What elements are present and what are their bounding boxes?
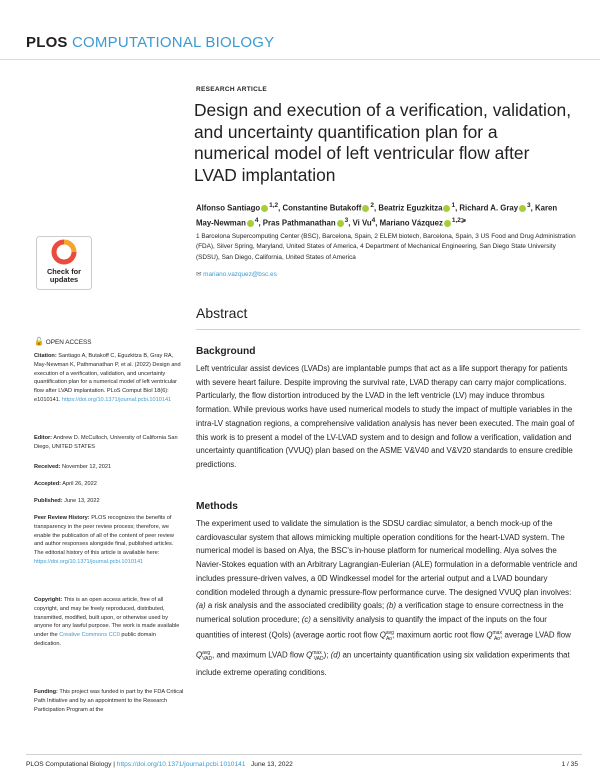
author-name[interactable]: Alfonso Santiago [196, 203, 261, 213]
peer-review-text: PLOS recognizes the benefits of transparency in the peer review process; therefore, we enable the publication of all of the content of peer review and author responses alongside final, published articles. The editorial history of this article is available here: [34, 515, 174, 557]
cc0-link[interactable]: Creative Commons CC0 [59, 632, 120, 639]
author-affil: 1,2⩾ [451, 217, 467, 225]
author-affil: 3 [527, 202, 531, 209]
published-text: June 13, 2022 [62, 498, 100, 504]
qoi-sub: VAD [202, 655, 213, 662]
orcid-icon[interactable] [444, 220, 451, 227]
orcid-icon[interactable] [443, 205, 450, 212]
methods-paragraph [196, 517, 580, 680]
qoi-symbol: Q [196, 650, 203, 660]
author-name[interactable]: Pras Pathmanathan [262, 218, 336, 228]
qoi-sub: Ao [493, 635, 501, 642]
header-divider [0, 59, 600, 60]
qoi-sub: Ao [385, 635, 393, 642]
qoi-sup: max [312, 649, 322, 656]
citation-label: Citation: [34, 353, 57, 359]
funding-text: This project was funded in part by the FDA Critical Path Initiative and by an appointment to the Research Participation Program at the [34, 689, 184, 713]
methods-text: a sensitivity analysis to quantify the impact of the inputs on the four quantities of interest (QoIs) (average aortic root flow [196, 614, 547, 640]
received-text: November 12, 2021 [60, 464, 112, 470]
email-link[interactable]: mariano.vazquez@bsc.es [203, 271, 277, 278]
footer-date: June 13, 2022 [250, 761, 293, 768]
author-affil: 1 [451, 202, 456, 209]
abstract-divider [196, 329, 580, 330]
page-footer [26, 761, 293, 768]
copyright-text: This is an open access article, free of all copyright, and may be freely reproduced, distributed, transmitted, modified, built upon, or otherwise used by anyone for any lawful purpose. The work is made available under the [34, 597, 180, 639]
methods-text: a risk analysis and the associated credibility goals; [205, 601, 387, 611]
accepted-label: Accepted: [34, 481, 62, 487]
footer-divider [26, 754, 582, 755]
received-block [34, 463, 184, 472]
article-title: Design and execution of a verification, validation, and uncertainty quantification plan for a numerical model of left ventricular flow after LVAD implantation [194, 100, 572, 185]
list-tag: (c) [301, 614, 311, 624]
author-list: Alfonso Santiago $^{1,2}$, Constantine Butakoff $^2$, Beatriz Eguzkitza $^1$, Richard A. Gray $^3$, Karen May-Newman $^4$, Pras Pathmanathan $^3$, Vi Vu$^4$, Mariano Vázquez $^{1,2⩾}$ [196, 202, 558, 228]
copyright-label: Copyright: [34, 597, 63, 603]
orcid-icon[interactable] [519, 205, 526, 212]
funding-label: Funding: [34, 689, 58, 695]
open-lock-icon: 🔓 [34, 337, 44, 346]
footer-journal: PLOS Computational Biology [26, 761, 112, 768]
qoi-sub: VAD [313, 655, 324, 662]
editor-block [34, 434, 184, 452]
footer-doi-link[interactable]: https://doi.org/10.1371/journal.pcbi.1010141 [116, 761, 246, 768]
background-heading: Background [196, 346, 256, 357]
qoi-sup: avg [385, 629, 394, 636]
citation-doi-link[interactable]: https://doi.org/10.1371/journal.pcbi.1010141 [62, 396, 172, 403]
received-label: Received: [34, 464, 61, 470]
author-name[interactable]: Karen May-Newman [196, 203, 558, 228]
author-name[interactable]: Vi Vu [352, 218, 372, 228]
peer-review-doi-link[interactable]: https://doi.org/10.1371/journal.pcbi.1010141 [34, 558, 144, 565]
qoi-symbol: Q [306, 650, 313, 660]
page-number: 1 / 35 [561, 761, 578, 768]
peer-review-label: Peer Review History: [34, 515, 90, 521]
author-affil: 4 [254, 217, 259, 225]
abstract-heading: Abstract [196, 305, 248, 321]
methods-text: The experiment used to validate the simulation is the SDSU cardiac simulator, a bench mock-up of the cardiovascular system that allows mimicking multiple operation conditions for the heart-LVAD system. The numerical model is based on Alya, the BSC's in-house platform for numerical modelling. Alya solves the Navier-Stokes equation with an Arbitrary Lagrangian-Eulerian (ALE) formulation in a deformable ventricle and includes pressure-driven valves, a 0D Windkessel model for the arterial output and a LVAD boundary condition modeled through a dynamic pressure-flow performance curve. The designed VVUQ plan involves: [196, 519, 578, 597]
list-tag: (a) [196, 601, 206, 611]
author-name[interactable]: Mariano Vázquez [379, 218, 443, 228]
author-name[interactable]: Constantine Butakoff [282, 203, 362, 213]
orcid-icon[interactable] [247, 220, 254, 227]
peer-review-block [34, 514, 184, 567]
envelope-icon: ✉ [196, 271, 204, 278]
open-access-badge [34, 337, 92, 346]
methods-text: a verification stage to ensure correctness in the numerical solution procedure; [196, 601, 564, 624]
qoi-symbol: Q [379, 630, 386, 640]
open-access-label: OPEN ACCESS [45, 339, 92, 346]
list-tag: (d) [330, 650, 341, 660]
methods-text: , and maximum LVAD flow [212, 650, 307, 660]
editor-label: Editor: [34, 435, 53, 441]
check-for-updates-label[interactable]: Check for updates [46, 267, 82, 285]
article-type: RESEARCH ARTICLE [196, 86, 268, 93]
plos-logo-text: PLOS [26, 34, 68, 51]
methods-text: an uncertainty quantification using six validation experiments that include extreme operating conditions. [196, 650, 570, 678]
journal-name: COMPUTATIONAL BIOLOGY [72, 34, 275, 51]
accepted-text: April 26, 2022 [61, 481, 97, 487]
list-tag: (b) [386, 601, 397, 611]
qoi-symbol: Q [486, 630, 493, 640]
author-affil: 4 [371, 217, 376, 225]
qoi-sup: max [492, 629, 502, 636]
methods-heading: Methods [196, 501, 238, 512]
funding-block [34, 688, 184, 714]
author-affil: 3 [344, 217, 349, 225]
methods-text: , average LVAD flow [500, 630, 571, 640]
methods-text: ); [323, 650, 329, 660]
author-affil: 2 [370, 202, 374, 209]
corresponding-email[interactable] [196, 270, 277, 278]
citation-text: Santiago A, Butakoff C, Eguzkitza B, Gray RA, May-Newman K, Pathmanathan P, et al. (2022) Design and execution of a verification, validation, and uncertainty quantification plan for a numerical model of left ventricular flow after LVAD implantation. PLoS Comput Biol 18(6): e1010141. [34, 353, 181, 403]
copyright-end: public domain dedication. [34, 632, 156, 647]
author-affil: 1,2 [269, 202, 279, 209]
copyright-block [34, 596, 184, 649]
editor-text: Andrew D. McCulloch, University of California San Diego, UNITED STATES [34, 435, 178, 450]
published-block [34, 497, 184, 506]
accepted-block [34, 480, 184, 489]
qoi-sup: avg [202, 649, 211, 656]
citation-block [34, 352, 184, 405]
orcid-icon[interactable] [362, 205, 369, 212]
background-paragraph: Left ventricular assist devices (LVADs) are implantable pumps that act as a life support therapy for patients with severe heart failure. Despite improving the survival rate, LVAD therapy can carry major complications. Particularly, the flow distortion introduced by the LVAD in the left ventricle (LV) may induce thrombus formation. While previous works have used numerical models to study the impact of multiple variables in the intra-LV stagnation regions, a comprehensive validation analysis has never been executed. The main goal of this work is to present a model of the LV-LVAD system and to design and follow a verification, validation and uncertainty quantification (VVUQ) plan based on the ASME V&V40 and V&V20 standards to ensure credible predictions. [196, 364, 575, 469]
published-label: Published: [34, 498, 63, 504]
affiliations: 1 Barcelona Supercomputing Center (BSC), Barcelona, Spain, 2 ELEM biotech, Barcelona, Spain, 3 US Food and Drug Administration (FDA), Silver Spring, Maryland, United States of America, 4 Department of Mechanical Engineering, San Diego State University (SDSU), San Diego, California, United States of America [196, 233, 576, 261]
author-name[interactable]: Richard A. Gray [459, 203, 519, 213]
journal-header [26, 34, 274, 51]
author-name[interactable]: Beatriz Eguzkitza [378, 203, 443, 213]
footer-sep: | [111, 761, 117, 768]
orcid-icon[interactable] [261, 205, 268, 212]
methods-text: , maximum aortic root flow [392, 630, 487, 640]
orcid-icon[interactable] [337, 220, 344, 227]
